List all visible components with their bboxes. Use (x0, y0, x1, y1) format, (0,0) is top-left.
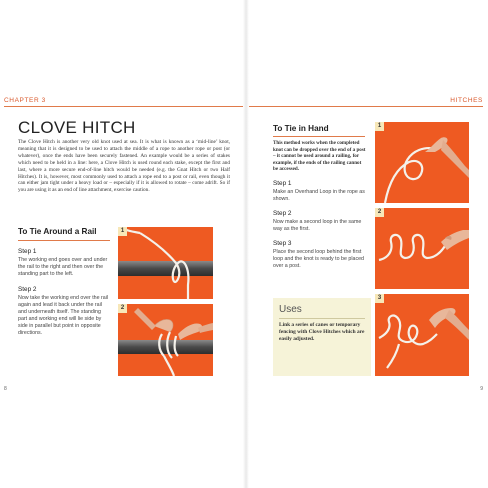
section-rule (18, 240, 110, 241)
photo-hand-step-2 (375, 208, 469, 289)
photo-number-badge: 1 (118, 227, 127, 236)
page-number-right: 9 (480, 386, 483, 392)
step-3-text: Place the second loop behind the first loop and the knot is ready to be placed over a post. (273, 249, 364, 270)
section-rule (273, 136, 365, 137)
photo-rail-step-2 (118, 304, 213, 376)
step-2-label: Step 2 (273, 210, 292, 217)
step-1-label: Step 1 (273, 180, 292, 187)
photo-hand-step-3 (375, 294, 469, 376)
uses-box (273, 298, 371, 376)
finished-knot-illustration (375, 294, 469, 376)
section-title-rail: To Tie Around a Rail (18, 227, 97, 236)
chapter-header: CHAPTER 3 (4, 97, 46, 104)
uses-title: Uses (279, 304, 302, 315)
uses-text: Link a series of canes or temporary fencing with Clove Hitches which are easily adjusted. (279, 322, 365, 342)
photo-number-badge: 3 (375, 294, 384, 303)
photo-number-badge: 2 (375, 208, 384, 217)
right-page (249, 0, 488, 488)
two-loops-illustration (375, 208, 469, 289)
uses-rule (279, 318, 365, 319)
photo-hand-step-1 (375, 122, 469, 203)
header-rule (4, 106, 243, 107)
section-title-hand: To Tie in Hand (273, 124, 329, 133)
left-page (0, 0, 243, 488)
section-header: HITCHES (450, 97, 483, 104)
photo-number-badge: 2 (118, 304, 127, 313)
step-2-text: Now take the working end over the rail again and lead it back under the rail and underneath itself. The standing part and working end will lie side by side in parallel but point in opposite directions. (18, 295, 109, 337)
step-1-text: The working end goes over and under the rail to the right and then over the standing part to the left. (18, 257, 108, 278)
method-note: This method works when the completed knot can be dropped over the end of a post – it cannot be used around a railing, for example, if the ends of the railing cannot be accessed. (273, 140, 366, 173)
rail-knot-illustration (118, 304, 213, 376)
photo-number-badge: 1 (375, 122, 384, 131)
step-2-label: Step 2 (18, 286, 37, 293)
rail-knot-illustration (118, 227, 213, 299)
intro-paragraph: The Clove Hitch is another very old knot used at sea. It is what is known as a ‘mid-line’ knot, meaning that it is designed to be used to attach the middle of a rope to another rope or post (or whatever), once the ends have been securely fastened. An example would be a series of stakes which need to be held in a line: here, a Clove Hitch is used round each stake, except the first and last, where a more secure end-of-line hitch would be needed (e.g. the Gnat Hitch or two Half Hitches). It is, however, most commonly used to attach a rope end to a post or rail, even though it can either jam tight under a heavy load or – especially if it is allowed to rotate – come adrift. So if you are using it as an end of line attachment, exercise caution. (18, 139, 230, 194)
header-rule (249, 106, 483, 107)
overhand-loop-illustration (375, 122, 469, 203)
page-number-left: 8 (4, 386, 7, 392)
step-3-label: Step 3 (273, 240, 292, 247)
step-1-text: Make an Overhand Loop in the rope as shown. (273, 189, 365, 203)
step-2-text: Now make a second loop in the same way as the first. (273, 219, 362, 233)
page-title: CLOVE HITCH (18, 118, 136, 137)
step-1-label: Step 1 (18, 248, 37, 255)
photo-rail-step-1 (118, 227, 213, 299)
